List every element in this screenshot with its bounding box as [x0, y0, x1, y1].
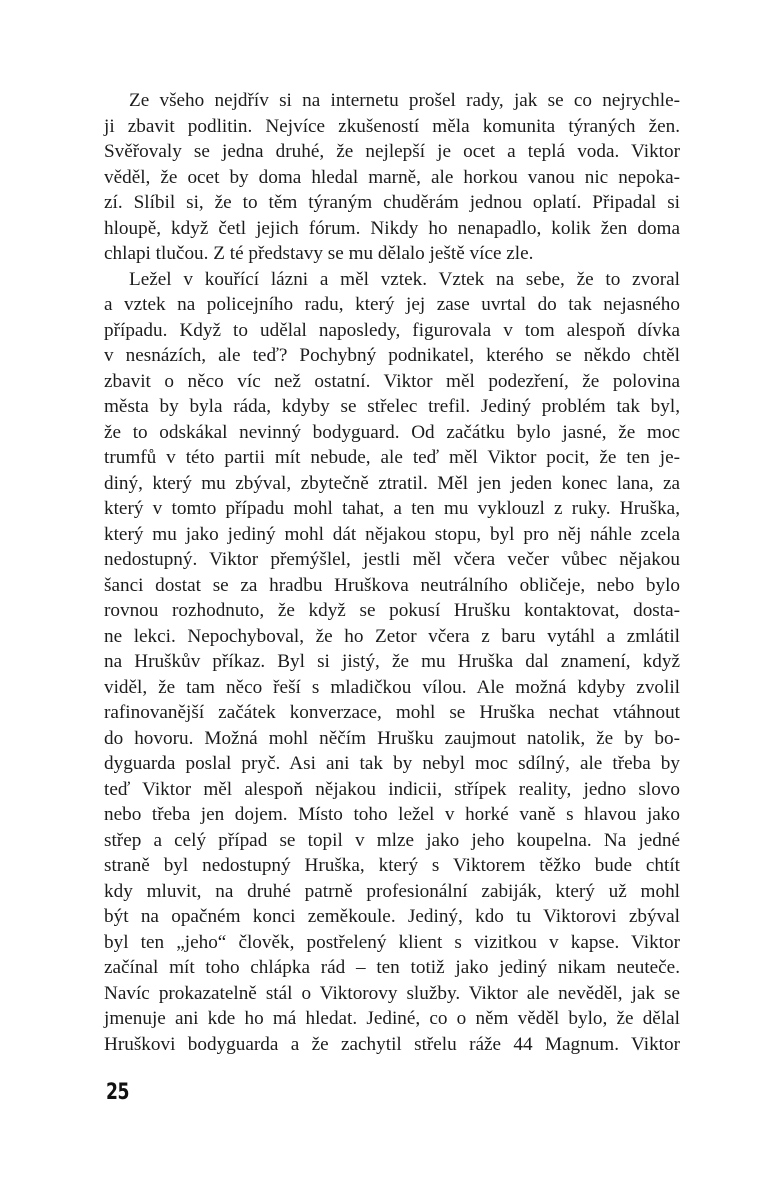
text-line: zí. Slíbil si, že to těm týraným chuděrám jednou oplatí. Připadal si [104, 192, 680, 213]
text-line: případu. Když to udělal naposledy, figurovala v tom alespoň dívka [104, 319, 680, 341]
text-line: být na opačném konci zeměkoule. Jediný, kdo tu Viktorovi zbýval [104, 906, 680, 927]
text-line: kdy mluvit, na druhé patrně profesionální zabiják, který už mohl [104, 880, 680, 902]
text-line: Svěřovaly se jedna druhé, že nejlepší je ocet a teplá voda. Viktor [104, 141, 680, 162]
text-line: začínal mít toho chlápka rád – ten totiž jako jediný nikam neuteče. [104, 957, 680, 978]
text-line: ne lekci. Nepochyboval, že ho Zetor včera z baru vytáhl a zmlátil [104, 625, 680, 647]
text-line: Navíc prokazatelně stál o Viktorovy služby. Viktor ale nevěděl, jak se [104, 982, 680, 1004]
text-line: Ze všeho nejdřív si na internetu prošel rady, jak se co nejrychle- [129, 90, 680, 111]
text-line: ji zbavit podlitin. Nejvíce zkušeností měla komunita týraných žen. [104, 115, 680, 137]
text-line: straně byl nedostupný Hruška, který s Viktorem těžko bude chtít [104, 855, 680, 876]
text-line: nedostupný. Viktor přemýšlel, jestli měl včera večer vůbec nějakou [104, 549, 680, 570]
text-line: do hovoru. Možná mohl něčím Hrušku zaujmout natolik, že by bo- [104, 727, 680, 749]
text-line: jmenuje ani kde ho má hledat. Jediné, co o něm věděl bylo, že dělal [104, 1008, 680, 1029]
text-line: střep a celý případ se topil v mlze jako jeho koupelna. Na jedné [104, 829, 680, 851]
text-line: viděl, že tam něco řeší s mladičkou vílou. Ale možná kdyby zvolil [104, 676, 680, 698]
text-line: v nesnázích, ale teď? Pochybný podnikatel, kterého se někdo chtěl [104, 345, 680, 366]
body-text [104, 88, 680, 1057]
text-line: a vztek na policejního radu, který jej zase uvrtal do tak nejasného [104, 294, 680, 315]
text-line: chlapi tlučou. Z té představy se mu dělalo ještě více zle. [104, 243, 534, 264]
text-line: rafinovanější začátek konverzace, mohl se Hruška nechat vtáhnout [104, 702, 680, 723]
text-line: diný, který mu zbýval, zbytečně ztratil. Měl jen jeden konec lana, za [104, 472, 680, 494]
text-line: Ležel v kouřící lázni a měl vztek. Vztek na sebe, že to zvoral [129, 268, 680, 290]
text-line: hloupě, když četl jejich fórum. Nikdy ho nenapadlo, kolik žen doma [104, 217, 680, 239]
text-line: trumfů v této partii mít nebude, ale teď měl Viktor pocit, že ten je- [104, 447, 680, 468]
text-line: na Hruškův příkaz. Byl si jistý, že mu Hruška dal znamení, když [104, 651, 680, 672]
text-line: města by byla ráda, kdyby se střelec trefil. Jediný problém tak byl, [104, 396, 680, 417]
text-line: teď Viktor měl alespoň nějakou indicii, střípek reality, jedno slovo [104, 778, 680, 800]
text-line: zbavit o něco víc než ostatní. Viktor měl podezření, že polovina [104, 370, 680, 392]
text-line: šanci dostat se za hradbu Hruškova neutrálního obličeje, nebo bylo [104, 574, 680, 596]
text-line: který v tomto případu mohl tahat, a ten mu vyklouzl z ruky. Hruška, [104, 498, 680, 519]
text-line: byl ten „jeho“ člověk, postřelený klient s vizitkou v kapse. Viktor [104, 931, 680, 953]
text-line: nebo třeba jen dojem. Místo toho ležel v horké vaně s hlavou jako [104, 804, 680, 825]
text-line: věděl, že ocet by doma hledal marně, ale horkou vanou nic nepoka- [104, 166, 680, 188]
text-line: který mu jako jediný mohl dát nějakou stopu, byl pro něj náhle zcela [104, 523, 680, 545]
text-line: dyguarda poslal pryč. Asi ani tak by nebyl moc sdílný, ale třeba by [104, 753, 680, 774]
text-line: že to odskákal nevinný bodyguard. Od začátku bylo jasné, že moc [104, 421, 680, 443]
page-number: 25 [106, 1080, 130, 1105]
text-line: Hruškovi bodyguarda a že zachytil střelu ráže 44 Magnum. Viktor [104, 1033, 680, 1055]
text-line: rovnou rozhodnuto, že když se pokusí Hrušku kontaktovat, dosta- [104, 600, 680, 621]
